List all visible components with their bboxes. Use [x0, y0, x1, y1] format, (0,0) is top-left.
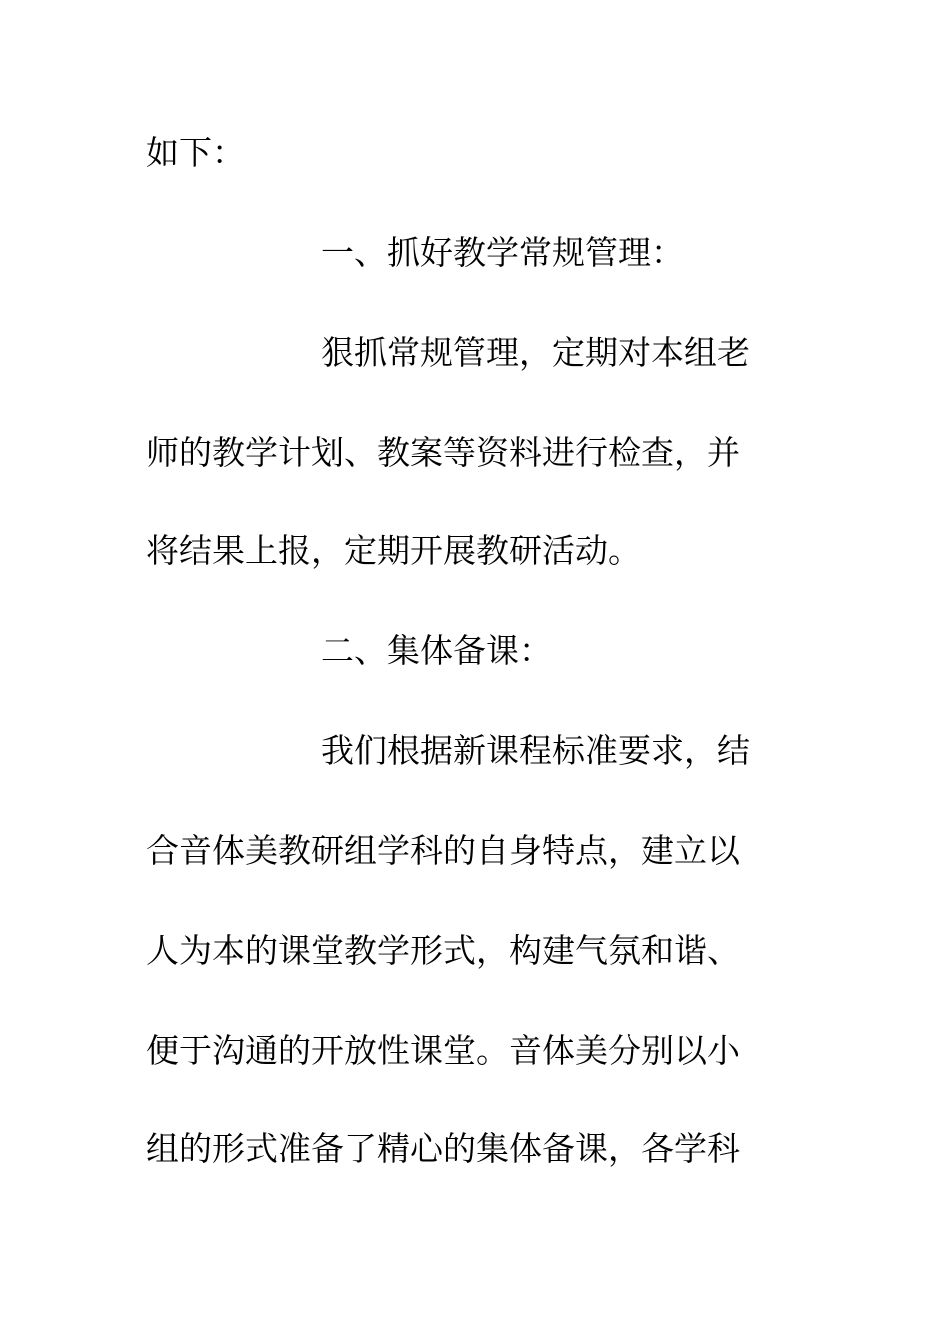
text-line-11: 组的形式准备了精心的集体备课，各学科: [146, 1129, 740, 1168]
text-line-3: 狠抓常规管理，定期对本组老: [321, 333, 750, 372]
text-line-10: 便于沟通的开放性课堂。音体美分别以小: [146, 1031, 740, 1070]
section-heading-1: 一、抓好教学常规管理：: [321, 233, 684, 272]
text-line-4: 师的教学计划、教案等资料进行检查，并: [146, 433, 740, 472]
text-line-8: 合音体美教研组学科的自身特点，建立以: [146, 831, 740, 870]
text-line-9: 人为本的课堂教学形式，构建气氛和谐、: [146, 931, 740, 970]
text-line-7: 我们根据新课程标准要求，结: [321, 731, 750, 770]
section-heading-2: 二、集体备课：: [321, 631, 552, 670]
text-line-5: 将结果上报，定期开展教研活动。: [146, 531, 641, 570]
text-line-1: 如下：: [146, 133, 245, 172]
